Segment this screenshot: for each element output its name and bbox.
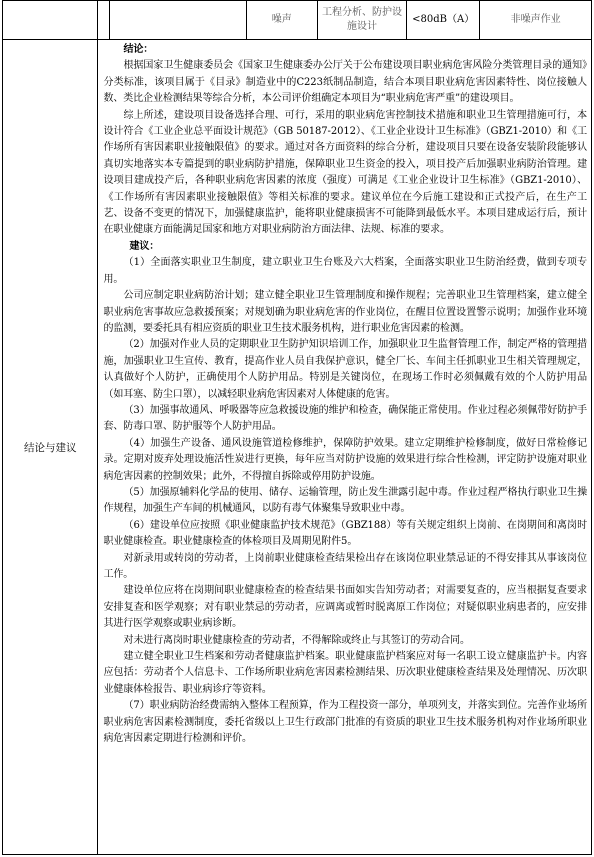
advice-item: （2）加强对作业人员的定期职业卫生防护知识培训工作，加强职业卫生监督管理工作，制定严格的管理措施，加强职业卫生宣传、教育，提高作业人员自我保护意识，健全厂长、车间主任抓职业卫生相关管理规定，认真做好个人防护，正确使用个人防护用品。特别是关键岗位，在现场工作时必须佩戴有效的个人防护用品（如耳塞、防尘口罩），以减轻职业病危害因素对人体健康的危害。 [103,339,587,400]
conclusion-row [3,40,592,855]
advice-paragraph: 建设单位应将在岗期间职业健康检查的检查结果书面如实告知劳动者；对需要复查的，应当根据复查要求安排复查和医学观察；对有职业禁忌的劳动者，应调离或暂时脱离原工作岗位；对疑似职业病患者的，应安排其进行医学观察或职业病诊断。 [103,585,587,630]
conclusion-paragraph: 根据国家卫生健康委员会《国家卫生健康委办公厅关于公布建设项目职业病危害风险分类管理目录的通知》分类标准，该项目属于《目录》制造业中的C223纸制品制造，结合本项目职业病危害因素特性、岗位接触人数、类比企业检测结果等综合分析，本公司评价组确定本项目为“职业病危害严重”的建设项目。 [103,60,587,105]
measure-cell: 工程分析、防护设施设计 [317,1,406,40]
hazard-cell: 噪声 [246,1,317,40]
advice-heading: 建议： [129,240,160,252]
advice-item: （7）职业病防治经费需纳入整体工程预算，作为工程投资一部分，单项列支，并落实到位。完善作业场所职业病危害因素检测制度，委托省级以上卫生行政部门批准的有资质的职业卫生技术服务机构对作业场所职业病危害因素定期进行检测和评价。 [103,700,587,745]
empty-cell [109,1,246,40]
advice-item: （5）加强原辅料化学品的使用、储存、运输管理，防止发生泄露引起中毒。作业过程严格执行职业卫生操作规程，加强生产车间的机械通风，以防有毒气体聚集导致职业中毒。 [103,486,587,515]
conclusion-heading: 结论： [123,44,154,55]
advice-paragraph: 公司应制定职业病防治计划；建立健全职业卫生管理制度和操作规程；完善职业卫生管理档案，建立健全职业病危害事故应急救援预案；对规划确为职业病危害的作业岗位，在醒目位置设置警示说明；加强作业环境的监测，要委托具有相应资质的职业卫生技术服务机构，进行职业危害因素的检测。 [103,290,587,334]
empty-cell [98,1,109,40]
advice-paragraph: 对新录用或转岗的劳动者，上岗前职业健康检查结果检出存在该岗位职业禁忌证的不得安排其从事该岗位工作。 [103,552,587,580]
advice-paragraph: 对未进行离岗时职业健康检查的劳动者，不得解除或终止与其签订的劳动合同。 [123,634,470,646]
limit-cell: <80dB（A） [407,1,480,40]
conclusion-paragraph: 综上所述，建设项目设备选择合理、可行，采用的职业病危害控制技术措施和职业卫生管理措施可行，本设计符合《工业企业总平面设计规范》（GB 50187-2012）、《工业企业设计卫生标准》（GBZ1-2010）和《工作场所有害因素职业接触限值》的要求。通过对各方面资料的综合分析，建设项目只要在设备安装阶段能够认真切实地落实本专篇提到的职业病防护措施，保障职业卫生资金的投入，项目投产后加强职业病防治管理。建设项目建成投产后，各种职业病危害因素的浓度（强度）可满足《工业企业设计卫生标准》（GBZ1-2010）、《工作场所有害因素职业接触限值》等相关标准的要求。建议单位在今后施工建设和正式投产后，在生产工艺、设备不变更的情况下，加强健康监护，能将职业健康损害不可能降到最低水平。本项目建成运行后，预计在职业健康方面能满足国家和地方对职业病防治方面法律、法规、标准的要求。 [103,109,587,236]
advice-item: （3）加强事故通风、呼吸器等应急救援设施的维护和检查，确保能正常使用。作业过程必须佩带好防护手套、防毒口罩、防护服等个人防护用品。 [103,404,587,433]
conclusion-content [98,40,592,855]
empty-cell [3,1,98,40]
table-row-noise [3,1,592,40]
advice-item: （4）加强生产设备、通风设施管道检修维护，保障防护效果。建立定期维护检修制度，做好日常检修记录。定期对废弃处理设施活性炭进行更换，每年应当对防护设施的效果进行综合性检测，评定防护设施对职业病危害因素的控制效果；此外，不得擅自拆除或停用防护设施。 [103,437,587,482]
work-type-cell: 非噪声作业 [480,1,592,40]
section-label: 结论与建议 [3,40,98,855]
advice-paragraph: 建立健全职业卫生档案和劳动者健康监护档案。职业健康监护档案应对每一名职工设立健康监护卡。内容应包括：劳动者个人信息卡、工作场所职业病危害因素检测结果、历次职业健康检查结果及处理情况、历次职业健康体检报告、职业病诊疗等资料。 [103,651,587,695]
advice-item: （1）全面落实职业卫生制度，建立职业卫生台账及六大档案，全面落实职业卫生防治经费，做到专项专用。 [103,257,587,285]
report-table [2,0,592,855]
advice-item: （6）建设单位应按照《职业健康监护技术规范》（GBZ188）等有关规定组织上岗前、在岗期间和离岗时职业健康检查。职业健康检查的体检项目及周期见附件5。 [103,519,587,548]
